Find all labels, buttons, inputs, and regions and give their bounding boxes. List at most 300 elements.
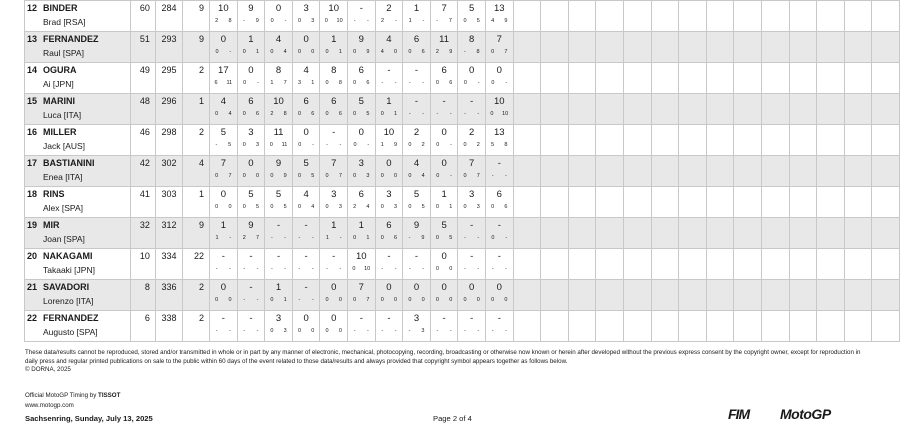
race-points: - <box>477 80 480 86</box>
round-cell <box>375 187 403 218</box>
race-points: 9 <box>421 235 425 241</box>
round-cell <box>237 125 265 156</box>
round-cell <box>734 94 762 125</box>
round-split <box>458 80 485 86</box>
disclaimer-text: These data/results cannot be reproduced, stored and/or transmitted in whole or in part by any manner of electronic, mechanical, photocopying, recording, broadcasting or otherwise now known or herein after developed without the previous express consent by the copyright owner, except for reproduction in daily press and regular printed publications on sale to the public within 60 days of the event related to those data/results and always provided that copyright symbol appears together as follows below. <box>25 349 861 365</box>
round-cell <box>375 156 403 187</box>
race-points: - <box>477 328 480 334</box>
round-points: 5 <box>303 158 309 169</box>
race-points: 6 <box>311 111 315 117</box>
round-points: 6 <box>496 189 502 200</box>
round-cell <box>265 32 293 63</box>
race-points: - <box>339 142 342 148</box>
table-row <box>25 63 900 94</box>
round-points: - <box>497 251 501 262</box>
race-points: 1 <box>366 235 370 241</box>
round-split <box>238 297 265 303</box>
laps-value: 9 <box>182 32 209 63</box>
round-split <box>348 111 375 117</box>
round-cell <box>485 218 513 249</box>
round-points: 3 <box>275 313 282 324</box>
sprint-points: - <box>464 328 466 334</box>
round-split <box>403 328 430 334</box>
race-points: - <box>284 266 287 272</box>
sprint-points: 0 <box>436 173 440 179</box>
sprint-points: - <box>326 142 328 148</box>
race-points: 1 <box>394 111 398 117</box>
round-cell <box>458 249 486 280</box>
sprint-points: 0 <box>270 173 274 179</box>
sprint-points: 0 <box>242 204 246 210</box>
race-points: 3 <box>283 328 287 334</box>
sprint-points: 0 <box>435 297 439 303</box>
round-cell <box>789 249 817 280</box>
race-points: 5 <box>283 204 287 210</box>
round-split <box>486 18 513 24</box>
round-split <box>486 297 513 303</box>
round-split <box>210 80 237 86</box>
round-cell <box>265 156 293 187</box>
round-points: - <box>470 313 474 324</box>
round-points: 0 <box>469 65 475 76</box>
fim-logo: FIM <box>728 406 750 422</box>
sprint-points: 0 <box>242 142 246 148</box>
round-split <box>486 266 513 272</box>
rider-name-cell <box>25 94 131 125</box>
sprint-points: - <box>215 328 218 334</box>
round-cell <box>485 1 513 32</box>
race-points: 7 <box>283 80 287 86</box>
round-split <box>293 18 320 24</box>
round-split <box>265 173 292 179</box>
sprint-points: - <box>464 235 466 241</box>
round-cell <box>458 156 486 187</box>
round-cell <box>210 63 238 94</box>
round-split <box>238 266 265 272</box>
round-cell <box>430 187 458 218</box>
round-cell <box>596 63 624 94</box>
round-points: 1 <box>248 34 254 45</box>
round-split <box>210 235 237 241</box>
sprint-points: 0 <box>380 297 384 303</box>
round-points: 6 <box>303 96 309 107</box>
round-cell <box>679 249 707 280</box>
round-cell <box>568 218 596 249</box>
round-cell <box>706 63 734 94</box>
official-timing-label: Official MotoGP Timing by <box>25 392 97 399</box>
round-cell <box>651 218 679 249</box>
race-points: - <box>311 297 314 303</box>
round-cell <box>872 125 900 156</box>
round-split <box>320 204 347 210</box>
round-split <box>458 328 485 334</box>
round-points: 3 <box>386 189 392 200</box>
motogp-logo: MotoGP <box>780 406 831 422</box>
race-points: 7 <box>228 173 232 179</box>
sprint-points: 0 <box>324 18 328 24</box>
round-split <box>458 204 485 210</box>
round-cell <box>375 280 403 311</box>
round-cell <box>679 218 707 249</box>
rider-last-name: FERNANDEZ <box>43 313 99 323</box>
round-points: - <box>470 96 474 107</box>
round-points: 4 <box>303 189 309 200</box>
round-cell <box>706 311 734 342</box>
sprint-points: 1 <box>380 142 384 148</box>
round-points: 13 <box>493 3 505 14</box>
round-cell <box>541 218 569 249</box>
round-cell <box>817 156 845 187</box>
rider-position: 12 <box>27 3 38 13</box>
sprint-points: - <box>243 297 246 303</box>
round-points: 1 <box>386 96 392 107</box>
round-split <box>403 173 430 179</box>
race-points: 7 <box>366 297 370 303</box>
round-cell <box>210 311 238 342</box>
round-cell <box>844 156 872 187</box>
round-split <box>238 173 265 179</box>
sprint-points: 0 <box>353 80 357 86</box>
round-cell <box>706 1 734 32</box>
round-split <box>458 297 485 303</box>
gap-value: 284 <box>155 1 182 32</box>
race-points: 9 <box>504 18 508 24</box>
rider-last-name: MIR <box>43 220 60 230</box>
round-cell <box>541 187 569 218</box>
laps-value: 2 <box>182 311 209 342</box>
race-points: - <box>256 328 259 334</box>
race-points: - <box>394 80 397 86</box>
round-cell <box>403 187 431 218</box>
round-cell <box>485 32 513 63</box>
round-cell <box>623 311 651 342</box>
round-split <box>376 49 403 55</box>
round-split <box>210 173 237 179</box>
round-cell <box>265 63 293 94</box>
round-cell <box>596 156 624 187</box>
round-cell <box>513 218 541 249</box>
sprint-points: 0 <box>408 49 412 55</box>
round-points: 1 <box>275 282 282 293</box>
sprint-points: 0 <box>297 173 301 179</box>
race-points: - <box>450 142 452 148</box>
round-cell <box>292 218 320 249</box>
race-points: - <box>422 111 425 117</box>
round-cell <box>485 125 513 156</box>
sprint-points: - <box>298 297 301 303</box>
round-points: - <box>332 127 336 138</box>
race-points: 0 <box>394 173 398 179</box>
round-cell <box>623 249 651 280</box>
round-split <box>293 297 320 303</box>
round-cell <box>458 187 486 218</box>
round-cell <box>513 63 541 94</box>
round-cell <box>651 156 679 187</box>
race-points: - <box>449 328 452 334</box>
round-cell <box>485 249 513 280</box>
round-cell <box>844 32 872 63</box>
race-points: 1 <box>449 204 453 210</box>
round-points: 10 <box>273 96 284 107</box>
round-split <box>348 173 375 179</box>
round-points: 9 <box>248 220 254 231</box>
race-points: 7 <box>504 49 508 55</box>
round-split <box>486 328 513 334</box>
round-cell <box>789 218 817 249</box>
round-cell <box>541 249 569 280</box>
round-points: 11 <box>439 34 450 45</box>
round-split <box>458 235 485 241</box>
round-cell <box>348 249 376 280</box>
rider-name-cell <box>25 311 131 342</box>
round-cell <box>541 280 569 311</box>
round-cell <box>430 156 458 187</box>
race-points: - <box>284 18 287 24</box>
rider-first-name: Augusto [SPA] <box>43 327 98 337</box>
sprint-points: 0 <box>325 80 329 86</box>
rider-name-cell <box>25 63 131 94</box>
round-points: 0 <box>496 282 502 293</box>
round-split <box>486 80 513 86</box>
round-points: 10 <box>493 96 505 107</box>
sprint-points: 0 <box>380 173 384 179</box>
round-split <box>431 235 458 241</box>
sprint-points: - <box>270 266 273 272</box>
round-cell <box>623 125 651 156</box>
round-cell <box>734 311 762 342</box>
round-split <box>376 297 403 303</box>
website-link[interactable]: www.motogp.com <box>25 402 74 409</box>
round-cell <box>872 249 900 280</box>
round-split <box>403 49 430 55</box>
round-points: 7 <box>358 282 364 293</box>
total-points: 49 <box>131 63 156 94</box>
rider-first-name: Lorenzo [ITA] <box>43 296 94 306</box>
race-points: - <box>505 80 508 86</box>
round-points: 11 <box>273 127 284 138</box>
race-points: 5 <box>421 204 425 210</box>
round-split <box>293 266 320 272</box>
sprint-points: 0 <box>270 328 274 334</box>
round-points: 0 <box>331 282 337 293</box>
sprint-points: - <box>381 80 384 86</box>
round-cell <box>375 32 403 63</box>
race-points: 6 <box>394 235 398 241</box>
round-cell <box>568 125 596 156</box>
sprint-points: 0 <box>215 111 219 117</box>
sprint-points: 0 <box>463 18 467 24</box>
round-points: - <box>249 313 253 324</box>
sprint-points: - <box>408 328 411 334</box>
total-points: 48 <box>131 94 156 125</box>
round-cell <box>292 63 320 94</box>
round-split <box>486 111 513 117</box>
round-cell <box>651 311 679 342</box>
round-cell <box>872 187 900 218</box>
round-cell <box>568 32 596 63</box>
round-cell <box>541 311 569 342</box>
round-split <box>486 173 513 179</box>
round-cell <box>265 187 293 218</box>
sprint-points: 0 <box>215 173 219 179</box>
round-points: 0 <box>496 65 502 76</box>
round-split <box>210 111 237 117</box>
sprint-points: 0 <box>380 204 384 210</box>
rider-name-cell <box>25 280 131 311</box>
race-points: 11 <box>226 80 233 86</box>
round-cell <box>403 32 431 63</box>
round-points: 6 <box>441 65 447 76</box>
round-cell <box>568 280 596 311</box>
race-points: - <box>367 142 370 148</box>
laps-value: 4 <box>182 156 209 187</box>
rider-first-name: Luca [ITA] <box>43 110 82 120</box>
round-cell <box>789 187 817 218</box>
round-cell <box>568 156 596 187</box>
race-points: 1 <box>311 80 315 86</box>
round-cell <box>265 125 293 156</box>
round-split <box>238 142 265 148</box>
round-cell <box>568 1 596 32</box>
round-cell <box>210 125 238 156</box>
sprint-points: - <box>381 328 384 334</box>
round-split <box>458 266 485 272</box>
round-cell <box>541 63 569 94</box>
round-cell <box>237 187 265 218</box>
rider-last-name: BINDER <box>43 3 78 13</box>
sprint-points: 0 <box>380 111 384 117</box>
rider-name-cell <box>25 32 131 63</box>
round-cell <box>844 1 872 32</box>
total-points: 8 <box>131 280 156 311</box>
round-cell <box>596 280 624 311</box>
round-split <box>431 297 458 303</box>
round-cell <box>761 156 789 187</box>
round-split <box>210 328 237 334</box>
round-split <box>348 204 375 210</box>
round-cell <box>706 249 734 280</box>
table-row <box>25 94 900 125</box>
round-cell <box>320 94 348 125</box>
round-split <box>320 80 347 86</box>
race-points: 0 <box>338 328 342 334</box>
total-points: 6 <box>131 311 156 342</box>
sprint-points: - <box>464 111 466 117</box>
round-cell <box>458 32 486 63</box>
round-cell <box>458 218 486 249</box>
race-points: 0 <box>449 266 453 272</box>
race-points: - <box>422 80 425 86</box>
round-points: - <box>304 282 308 293</box>
round-cell <box>596 249 624 280</box>
round-split <box>403 80 430 86</box>
round-split <box>238 111 265 117</box>
round-cell <box>485 187 513 218</box>
round-cell <box>844 125 872 156</box>
round-cell <box>430 249 458 280</box>
round-points: - <box>387 313 391 324</box>
round-cell <box>789 32 817 63</box>
round-split <box>265 142 292 148</box>
round-split <box>293 80 320 86</box>
round-cell <box>817 32 845 63</box>
race-points: 4 <box>311 204 315 210</box>
race-points: - <box>229 266 231 272</box>
round-points: 6 <box>248 96 254 107</box>
race-points: 0 <box>228 204 232 210</box>
round-split <box>320 142 347 148</box>
total-points: 60 <box>131 1 156 32</box>
rider-first-name: Alex [SPA] <box>43 203 83 213</box>
gap-value: 298 <box>155 125 182 156</box>
round-points: 3 <box>303 3 309 14</box>
sprint-points: 2 <box>215 18 219 24</box>
rider-name-cell <box>25 218 131 249</box>
round-split <box>210 49 237 55</box>
laps-value: 2 <box>182 125 209 156</box>
round-cell <box>292 187 320 218</box>
race-points: 3 <box>311 18 315 24</box>
round-split <box>458 142 485 148</box>
race-points: 4 <box>421 173 425 179</box>
round-split <box>486 235 513 241</box>
sprint-points: 0 <box>463 173 467 179</box>
round-cell <box>651 94 679 125</box>
round-split <box>376 142 403 148</box>
round-points: 1 <box>331 220 337 231</box>
round-points: 7 <box>496 34 502 45</box>
sprint-points: 6 <box>214 80 218 86</box>
round-points: - <box>470 251 474 262</box>
race-points: 9 <box>366 49 370 55</box>
round-cell <box>789 156 817 187</box>
race-points: - <box>422 266 425 272</box>
round-cell <box>237 218 265 249</box>
round-cell <box>596 187 624 218</box>
round-cell <box>348 94 376 125</box>
round-cell <box>210 1 238 32</box>
race-points: - <box>394 328 397 334</box>
round-cell <box>679 311 707 342</box>
sprint-points: - <box>436 18 439 24</box>
round-points: 6 <box>358 189 364 200</box>
sprint-points: 0 <box>463 142 467 148</box>
round-cell <box>651 1 679 32</box>
round-cell <box>430 280 458 311</box>
sprint-points: - <box>408 235 411 241</box>
rider-last-name: FERNANDEZ <box>43 34 99 44</box>
rider-first-name: Raul [SPA] <box>43 48 84 58</box>
round-cell <box>348 311 376 342</box>
round-cell <box>706 218 734 249</box>
round-split <box>265 266 292 272</box>
race-points: - <box>394 18 397 24</box>
sprint-points: 0 <box>435 204 439 210</box>
round-cell <box>817 249 845 280</box>
round-cell <box>403 218 431 249</box>
sprint-points: - <box>298 235 301 241</box>
round-cell <box>623 280 651 311</box>
sprint-points: 2 <box>353 204 357 210</box>
round-points: - <box>497 313 501 324</box>
round-cell <box>596 218 624 249</box>
round-cell <box>541 94 569 125</box>
round-cell <box>761 280 789 311</box>
round-cell <box>844 280 872 311</box>
round-split <box>238 328 265 334</box>
round-cell <box>237 249 265 280</box>
round-cell <box>734 218 762 249</box>
